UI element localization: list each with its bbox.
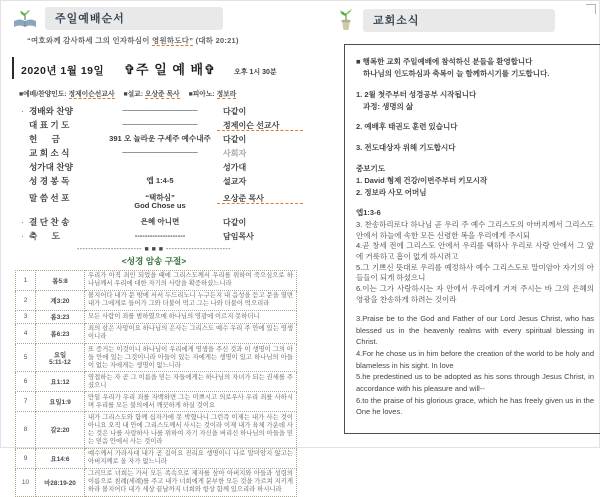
sprout-book-icon — [11, 8, 39, 30]
order-row-announcements: 교 회 소 식 ────────────── 사회자 — [29, 147, 247, 158]
table-row: 8 갈2:20 내가 그리스도와 함께 십자가에 못 박혔나니 그런즉 이제는 내가 사는 것이 아니요 오직 내 안에 그리스도께서 사시는 것이라 이제 내가 육체 가운데 사는 것은 나를 사랑하사 나를 위하여 자기 자신을 버리신 하나님의 아들을 믿는 믿음 안에서 사는 것이라 — [16, 412, 297, 448]
table-row: 10 마28:19-20 그러므로 너희는 가서 모든 족속으로 제자를 삼아 아버지와 아들과 성령의 이름으로 침례(세례)를 주고 내가 너희에게 분부한 모든 것을 가르쳐 지키게 하라 볼지어다 내가 세상 끝날까지 너희와 항상 함께 있으리라 하시니라 — [16, 468, 297, 496]
leader-piano: ■피아노: 정보라 — [188, 91, 237, 98]
service-leaders-line — [19, 88, 303, 98]
welcome-message — [356, 56, 594, 80]
worship-order-list — [21, 107, 303, 242]
service-time: 오후 1시 30분 — [234, 69, 277, 76]
table-row: 3 롬3:23 모든 사람이 죄를 범하였으매 하나님의 영광에 이르지 못하더니 — [16, 310, 297, 323]
order-row-sermon: 말 씀 선 포 “택하심” God Chose us 오상준 목사 — [21, 194, 303, 211]
english-verse: 6.to the praise of his glorious grace, which he has freely given us in the One he loves. — [356, 395, 594, 417]
theme-verse-quote: “여호와께 감사하세 그의 인자하심이 — [27, 36, 153, 45]
table-row: 6 요1:12 영접하는 자 곧 그 이름을 믿는 자들에게는 하나님의 자녀가 되는 권세를 주셨으니 — [16, 372, 297, 392]
announcements-page — [335, 1, 594, 447]
memory-verses-table — [15, 270, 297, 497]
korean-verse: 3. 찬송하리로다 하나님 곧 우리 주 예수 그리스도의 아버지께서 그리스도 안에서 하늘에 속한 모든 신령한 복을 우리에게 주시되 — [356, 220, 594, 240]
page-title-text: 교회소식 — [373, 14, 420, 27]
service-date-line — [21, 59, 303, 78]
announcement-bible-study-course: 과정: 생명의 삶 — [363, 101, 414, 111]
section-separator: ----------------------- ■ ■ ■ ----------------------- — [76, 245, 232, 253]
order-row-praise: · 경배와 찬양 ────────────── 다같이 — [21, 106, 247, 116]
korean-verse: 4.곧 창세 전에 그리스도 안에서 우리를 택하사 우리로 사랑 안에서 그 앞에 거룩하고 흠이 없게 하시려고 — [356, 241, 594, 262]
announcements-box — [344, 44, 600, 434]
theme-verse — [27, 35, 303, 46]
intercessory-prayer-list — [356, 163, 594, 199]
order-row-benediction: · 축 도 -------------------- 담임목사 — [21, 230, 254, 241]
worship-order-page — [11, 1, 303, 494]
table-row: 4 롬6:23 죄의 삯은 사망이요 하나님의 은사는 그리스도 예수 우리 주 안에 있는 영생이니라 — [16, 323, 297, 343]
korean-verse: 6.이는 그가 사랑하시는 자 안에서 우리에게 거저 주시는 바 그의 은혜의 영광을 찬송하게 하려는 것이라 — [356, 283, 594, 304]
worship-order-header — [11, 7, 303, 30]
table-row: 2 계3:20 볼지어다 내가 문 밖에 서서 두드리노니 누구든지 내 음성을 듣고 문을 열면 내가 그에게로 들어가 그와 더불어 먹고 그는 나와 더불어 먹으리라 — [16, 290, 297, 310]
table-row: 9 요14:6 예수께서 가라사대 내가 곧 길이요 진리요 생명이니 나로 말미암지 않고는 아버지께로 올 자가 없느니라 — [16, 448, 297, 468]
order-row-hymn-of-commitment: · 결 단 찬 송 은혜 아니면 다같이 — [21, 217, 247, 227]
korean-verse: 5.그 기쁘신 뜻대로 우리를 예정하사 예수 그리스도로 말미암아 자기의 아들들이 되게 하셨으니 — [356, 262, 594, 283]
order-row-choir: 성가대 찬양 성가대 — [29, 161, 247, 172]
leader-sermon: ■설교: 오상준 목사 — [123, 91, 180, 98]
memory-verses-heading: <성경 암송 구절> — [121, 255, 187, 266]
welcome-line-1: ■ 행복한 교회 주일예배에 참석하신 분들을 환영합니다 — [356, 57, 533, 66]
theme-verse-reference: (대하 20:21) — [193, 36, 239, 45]
announcement-evangelism-prayer: 3. 전도대상자 위해 기도합시다 — [356, 143, 456, 153]
table-row: 1 롬5:8 우리가 아직 죄인 되었을 때에 그리스도께서 우리를 위하여 죽으심으로 하나님께서 우리에 대한 자기의 사랑을 확증하셨느니라 — [16, 270, 297, 290]
announcements-header — [335, 7, 591, 33]
welcome-line-2: 하나님의 인도하심과 축복이 늘 함께하시기를 기도합니다. — [363, 68, 550, 78]
service-date: 2020년 1월 19일 — [21, 65, 105, 77]
scripture-reference: 엡1:3-6 — [356, 207, 381, 217]
intercessory-heading: 중보기도 — [356, 164, 385, 174]
english-verse: 3.Praise be to the God and Father of our Lord Jesus Christ, who has blessed us in the heavenly realms with every spiritual blessing in Christ. — [356, 314, 594, 347]
order-row-prayer: 대 표 기 도 ────────────── 정제이슨 선교사 — [21, 121, 303, 131]
intercessory-item: 2. 정보라 사모 어머님 — [356, 187, 427, 197]
announcement-bible-study: 1. 2월 첫주부터 성경공부 시작됩니다 과정: 생명의 삶 — [356, 89, 594, 113]
potted-plant-icon — [335, 7, 357, 33]
leader-worship: ■예배/찬양인도: 정제이슨선교사 — [19, 91, 115, 98]
scripture-english — [356, 313, 594, 418]
announcement-taekwondo: 2. 예배후 태권도 훈련 있습니다 — [356, 122, 458, 132]
intercessory-item: 1. David 형제 건강/이번주부터 키모시작 — [356, 175, 488, 185]
page-title-worship-order — [45, 7, 223, 30]
english-verse: 4.For he chose us in him before the creation of the world to be holy and blameless in his sight. In love — [356, 349, 594, 370]
scripture-korean — [356, 220, 594, 305]
table-row: 5 요일 5:11-12 또 증거는 이것이니 하나님이 우리에게 영생을 주신 것과 이 생명이 그의 아들 안에 있는 그것이니라 아들이 있는 자에게는 생명이 있고 하나님의 아들이 없는 자에게는 생명이 없느니라 — [16, 344, 297, 372]
order-row-scripture-reading: 성 경 봉 독 엡 1:4-5 설교자 — [29, 175, 247, 186]
service-title: ✞주 일 예 배✞ — [124, 62, 216, 77]
theme-verse-emphasis: 영원하도다” — [152, 36, 194, 45]
english-verse: 5.he predestined us to be adopted as his sons through Jesus Christ, in accordance with his pleasure and will-- — [356, 372, 594, 393]
page-title-text: 주일예배순서 — [55, 13, 125, 25]
order-row-offering: 헌 금 391 오 놀라운 구세주 예수내주 다같이 — [29, 134, 247, 145]
page-title-church-news — [363, 9, 555, 32]
table-row: 7 요일1:9 만일 우리가 우리 죄를 자백하면 그는 미쁘시고 의로우사 우리 죄를 사하시며 우리를 모든 불의에서 깨끗하게 하실 것이요 — [16, 392, 297, 412]
